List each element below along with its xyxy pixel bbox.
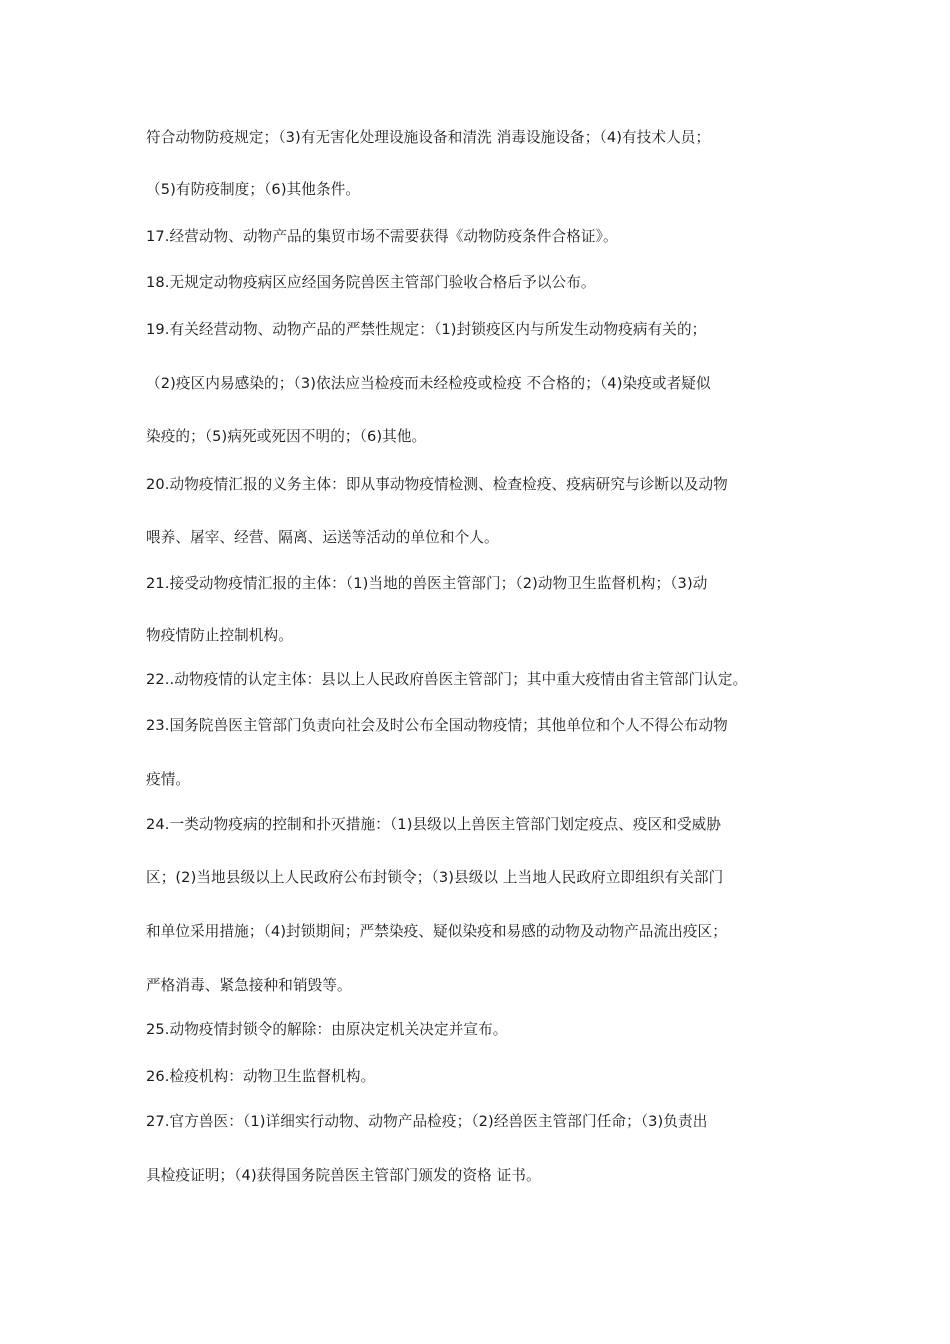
text-line: 25.动物疫情封锁令的解除：由原决定机关决定并宣布。	[146, 1021, 508, 1038]
text-line: （2)疫区内易感染的；（3)依法应当检疫而未经检疫或检疫 不合格的；（4)染疫或者疑似	[146, 375, 711, 392]
text-line: 严格消毒、紧急接种和销毁等。	[146, 977, 352, 994]
text-line: 22..动物疫情的认定主体：县以上人民政府兽医主管部门；其中重大疫情由省主管部门认定。	[146, 671, 748, 688]
text-line: 喂养、屠宰、经营、隔离、运送等活动的单位和个人。	[146, 529, 499, 546]
text-line: 符合动物防疫规定；（3)有无害化处理设施设备和清洗 消毒设施设备；（4)有技术人员；	[146, 129, 711, 146]
text-line: （5)有防疫制度；（6)其他条件。	[146, 181, 361, 198]
text-line: 21.接受动物疫情汇报的主体：（1)当地的兽医主管部门；（2)动物卫生监督机构；（3)动	[146, 575, 708, 592]
text-line: 18.无规定动物疫病区应经国务院兽医主管部门验收合格后予以公布。	[146, 274, 596, 291]
text-line: 疫情。	[146, 771, 191, 788]
text-line: 23.国务院兽医主管部门负责向社会及时公布全国动物疫情；其他单位和个人不得公布动物	[146, 717, 728, 734]
text-line: 区；(2)当地县级以上人民政府公布封锁令；（3)县级以 上当地人民政府立即组织有关部门	[146, 869, 724, 886]
text-line: 17.经营动物、动物产品的集贸市场不需要获得《动物防疫条件合格证》。	[146, 228, 618, 245]
text-line: 19.有关经营动物、动物产品的严禁性规定：（1)封锁疫区内与所发生动物疫病有关的；	[146, 321, 707, 338]
text-line: 具检疫证明；（4)获得国务院兽医主管部门颁发的资格 证书。	[146, 1167, 541, 1184]
text-line: 和单位采用措施；（4)封锁期间；严禁染疫、疑似染疫和易感的动物及动物产品流出疫区；	[146, 923, 727, 940]
text-line: 24.一类动物疫病的控制和扑灭措施：（1)县级以上兽医主管部门划定疫点、疫区和受威胁	[146, 816, 722, 833]
text-line: 20.动物疫情汇报的义务主体：即从事动物疫情检测、检查检疫、疫病研究与诊断以及动物	[146, 476, 728, 493]
text-line: 染疫的；（5)病死或死因不明的；（6)其他。	[146, 428, 427, 445]
text-line: 27.官方兽医：（1)详细实行动物、动物产品检疫；（2)经兽医主管部门任命；（3)负责出	[146, 1113, 708, 1130]
text-line: 物疫情防止控制机构。	[146, 627, 293, 644]
text-line: 26.检疫机构：动物卫生监督机构。	[146, 1068, 376, 1085]
